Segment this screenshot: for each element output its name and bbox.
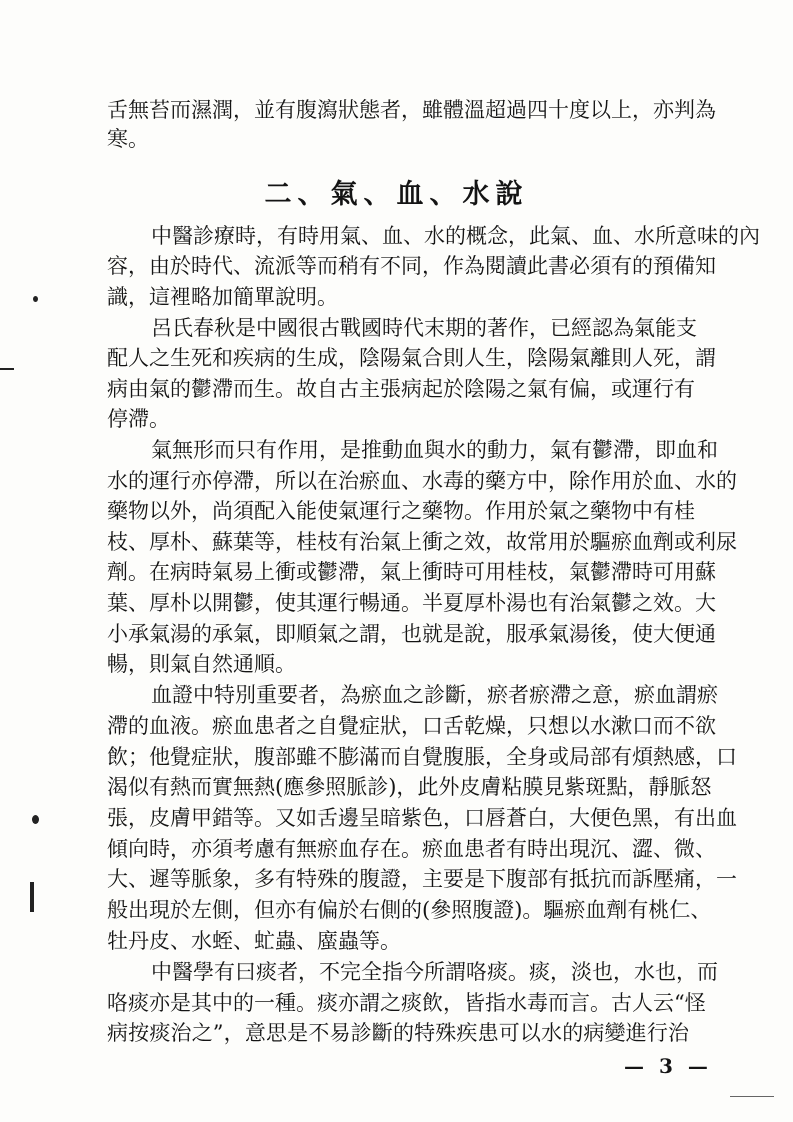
text-line: 葉、厚朴以開鬱，使其運行暢通。半夏厚朴湯也有治氣鬱之效。大 [107,591,716,615]
text-line: 舌無苔而濕潤，並有腹瀉狀態者，雖體溫超過四十度以上，亦判為 [107,98,716,122]
text-line: 病按痰治之”，意思是不易診斷的特殊疾患可以水的病變進行治 [107,1021,689,1045]
text-line: 配人之生死和疾病的生成，陰陽氣合則人生，陰陽氣離則人死，謂 [107,346,716,370]
scan-speck [33,296,38,302]
text-line: 張，皮膚甲錯等。又如舌邊呈暗紫色，口唇蒼白，大便色黑，有出血 [107,806,737,830]
text-line: 枝、厚朴、蘇葉等，桂枝有治氣上衝之效，故常用於驅瘀血劑或利尿 [107,530,737,554]
section-heading: 二、氣、血、水說 [264,179,529,210]
page-number: — 3 — [624,1054,712,1078]
text-line: 藥物以外，尚須配入能使氣運行之藥物。作用於氣之藥物中有桂 [107,499,695,523]
text-line: 水的運行亦停滯，所以在治瘀血、水毒的藥方中，除作用於血、水的 [107,469,737,493]
text-line: 中醫學有曰痰者，不完全指今所謂咯痰。痰，淡也，水也，而 [151,960,718,984]
text-line: 牡丹皮、水蛭、虻蟲、䗪蟲等。 [107,929,401,953]
text-line: 渴似有熱而實無熱(應參照脈診)，此外皮膚粘膜見紫斑點，靜脈怒 [107,775,712,799]
text-line: 咯痰亦是其中的一種。痰亦謂之痰飲，皆指水毒而言。古人云“怪 [107,991,706,1015]
scan-speck [0,368,14,370]
text-line: 病由氣的鬱滯而生。故自古主張病起於陰陽之氣有偏，或運行有 [107,377,695,401]
scan-speck [30,882,34,912]
text-line: 般出現於左側，但亦有偏於右側的(參照腹證)。驅瘀血劑有桃仁、 [107,898,712,922]
text-line: 氣無形而只有作用，是推動血與水的動力，氣有鬱滯，即血和 [151,438,718,462]
text-line: 停滯。 [107,407,170,431]
scan-speck [730,1096,774,1097]
text-line: 大、遲等脈象，多有特殊的腹證，主要是下腹部有抵抗而訴壓痛，一 [107,867,737,891]
text-line: 小承氣湯的承氣，即順氣之謂，也就是說，服承氣湯後，使大便通 [107,622,716,646]
text-line: 暢，則氣自然通順。 [107,652,296,676]
scan-speck [32,815,39,824]
text-line: 呂氏春秋是中國很古戰國時代末期的著作，已經認為氣能支 [151,316,697,340]
text-line: 血證中特別重要者，為瘀血之診斷，瘀者瘀滯之意，瘀血謂瘀 [151,683,718,707]
text-line: 傾向時，亦須考慮有無瘀血存在。瘀血患者有時出現沉、澀、微、 [107,837,716,861]
text-line: 寒。 [107,127,149,151]
text-line: 識，這裡略加簡單說明。 [107,285,338,309]
text-line: 滯的血液。瘀血患者之自覺症狀，口舌乾燥，只想以水漱口而不欲 [107,714,716,738]
text-line: 中醫診療時，有時用氣、血、水的概念，此氣、血、水所意味的內 [151,224,760,248]
text-line: 容，由於時代、流派等而稍有不同，作為閱讀此書必須有的預備知 [107,254,716,278]
text-line: 飲；他覺症狀，腹部雖不膨滿而自覺腹脹，全身或局部有煩熱感，口 [107,745,737,769]
text-line: 劑。在病時氣易上衝或鬱滯，氣上衝時可用桂枝，氣鬱滯時可用蘇 [107,560,716,584]
